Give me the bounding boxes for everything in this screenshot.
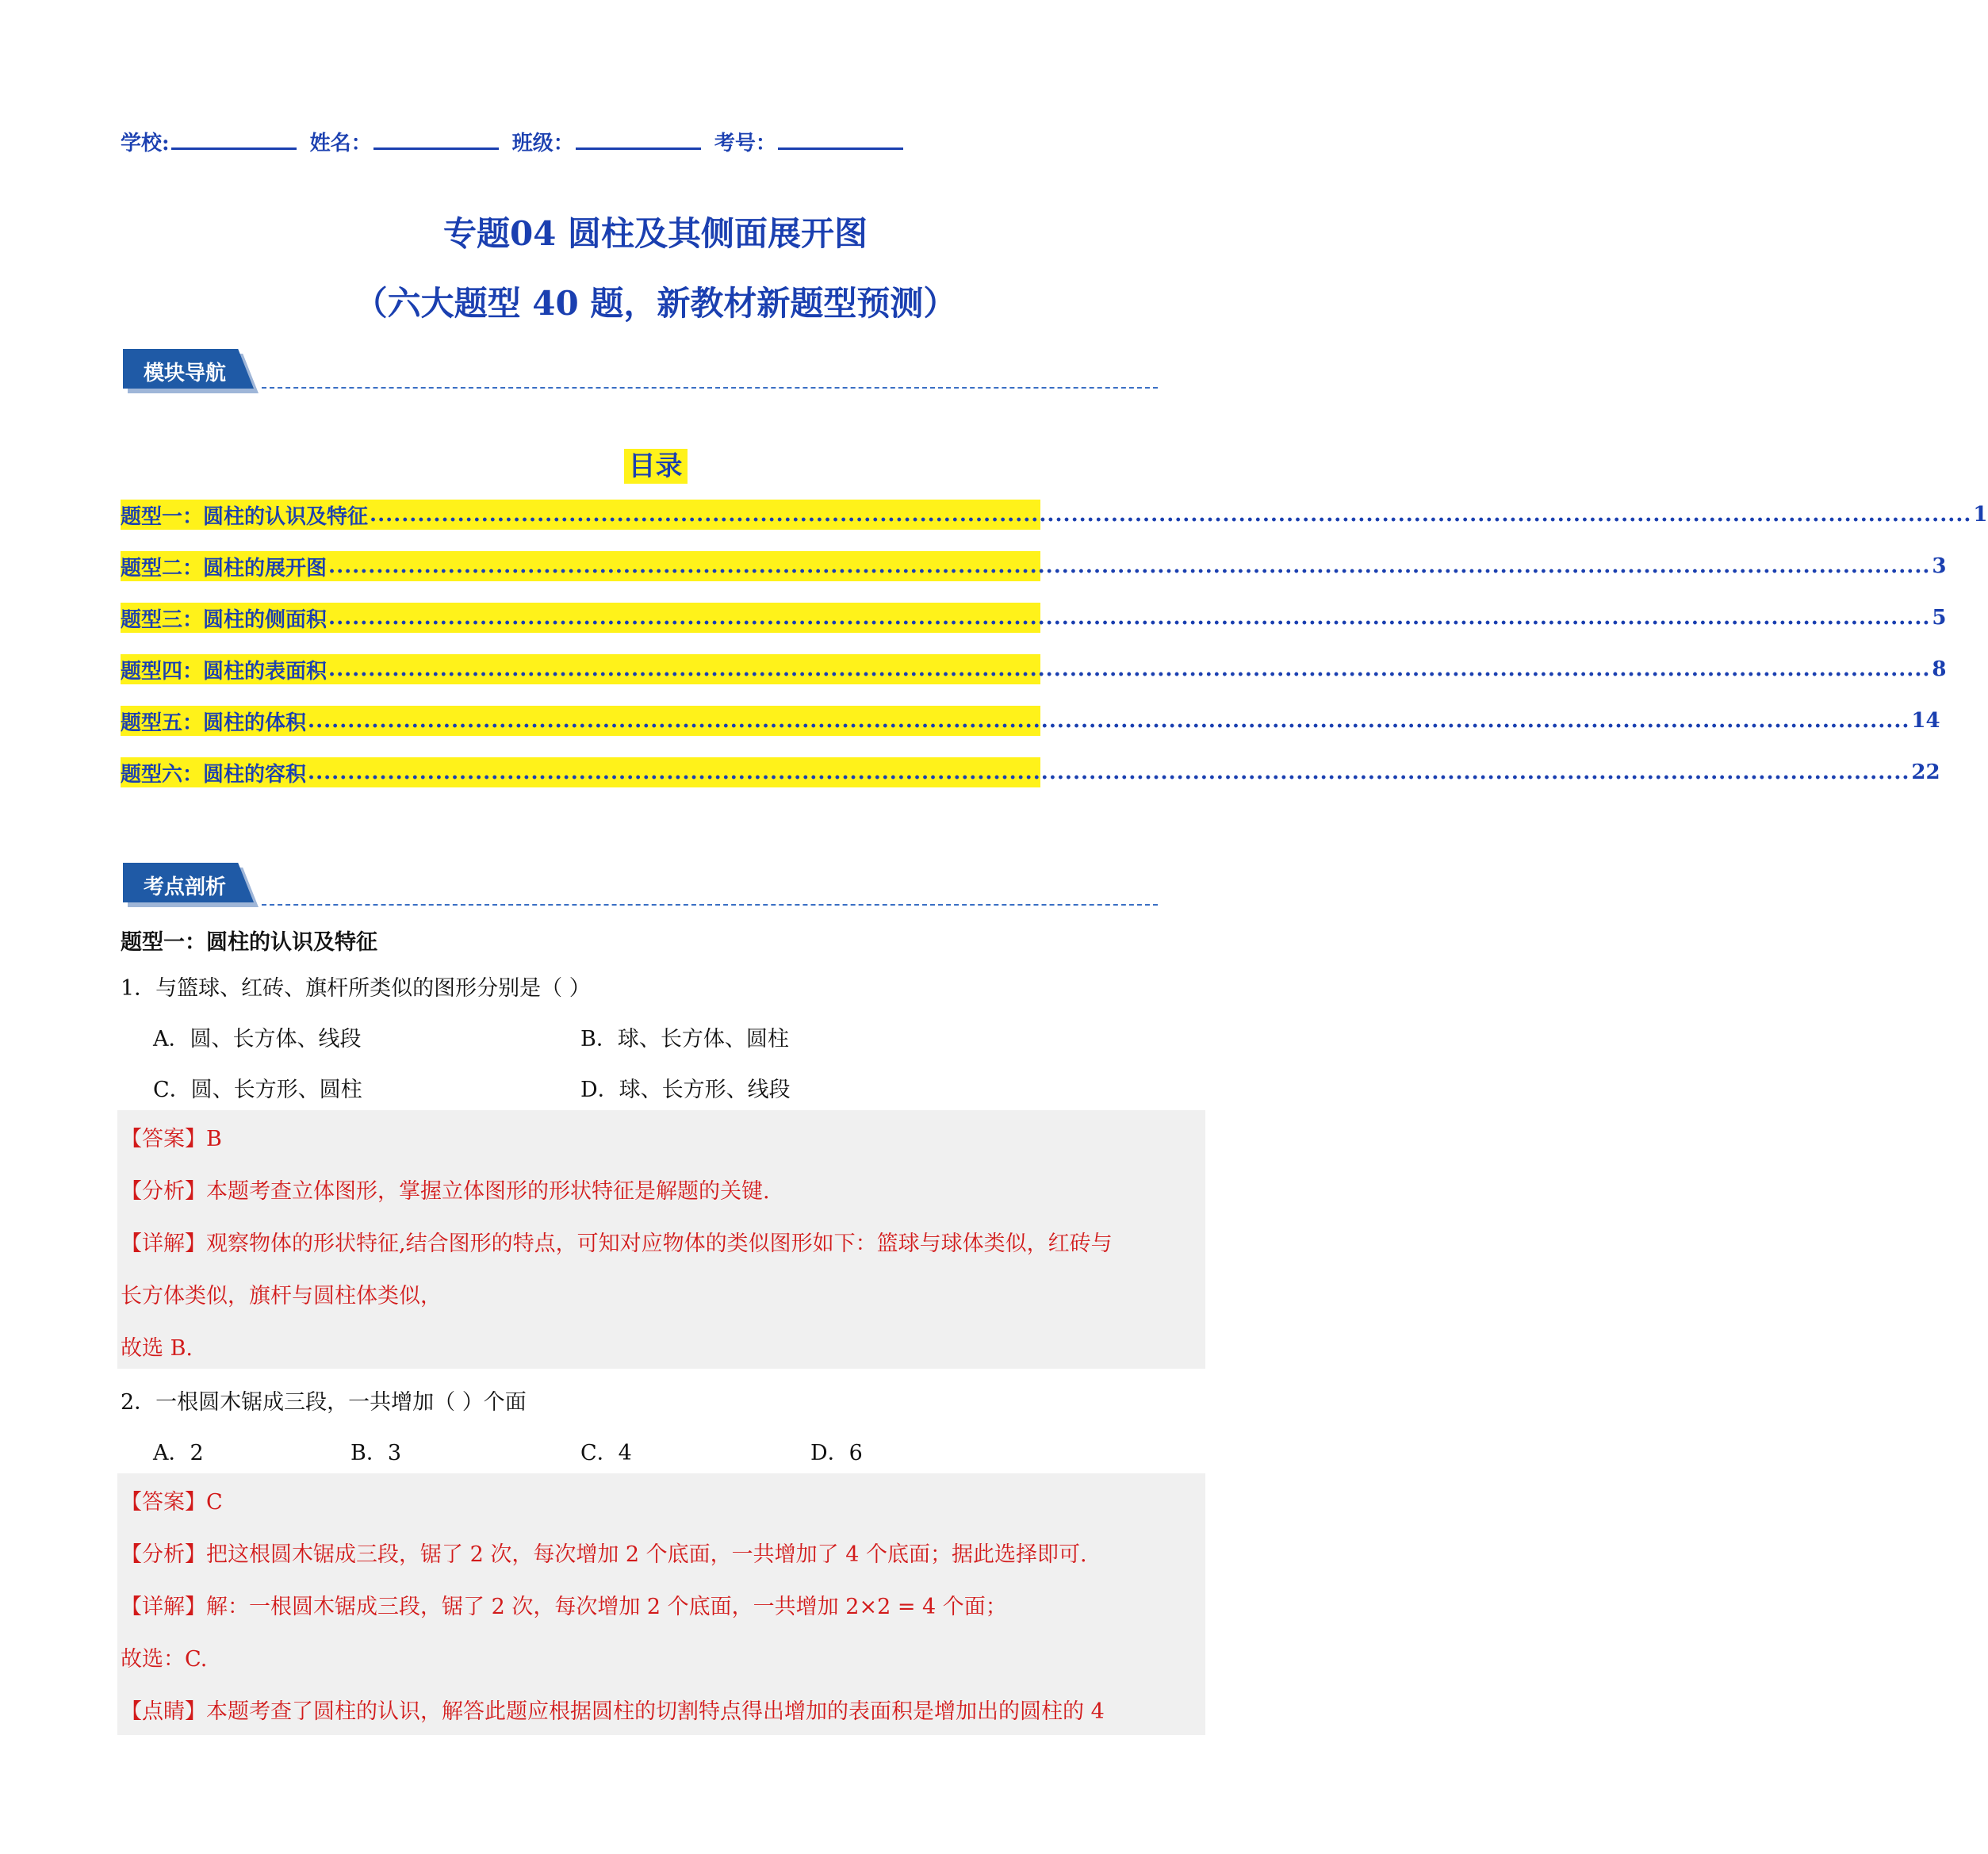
question-2-answer-box [117, 1473, 1205, 1735]
question-2-analysis: 【分析】把这根圆木锯成三段，锯了 2 次，每次增加 2 个底面，一共增加了 4 个底面；据此选择即可. [121, 1542, 1087, 1567]
question-1-option-c[interactable]: C．圆、长方形、圆柱 [153, 1078, 362, 1102]
class-label: 班级： [511, 132, 574, 155]
question-1-conclusion: 故选 B. [121, 1336, 193, 1361]
name-label: 姓名： [309, 132, 372, 155]
exam-no-label: 考号： [714, 132, 776, 155]
question-2-option-a[interactable]: A．2 [153, 1441, 204, 1465]
school-blank[interactable] [171, 130, 297, 150]
section-banner-nav [123, 349, 262, 389]
toc-item[interactable]: 题型二：圆柱的展开图 ......................................................................................................................................................................................................... 3 [121, 551, 1040, 581]
question-2-detail: 【详解】解：一根圆木锯成三段，锯了 2 次，每次增加 2 个底面，一共增加 2×2 = 4 个面； [121, 1595, 1007, 1619]
divider [262, 904, 1158, 906]
question-1-detail-cont: 长方体类似，旗杆与圆柱体类似， [121, 1284, 442, 1308]
question-2-conclusion: 故选：C. [121, 1647, 208, 1672]
section-banner-analysis [123, 863, 262, 902]
question-1-analysis: 【分析】本题考查立体图形，掌握立体图形的形状特征是解题的关键. [121, 1179, 770, 1204]
question-2-comment: 【点睛】本题考查了圆柱的认识，解答此题应根据圆柱的切割特点得出增加的表面积是增加出的圆柱的 4 [121, 1699, 1105, 1724]
name-blank[interactable] [373, 130, 499, 150]
toc-title: 目录 [0, 444, 1311, 483]
section-banner-analysis-label: 考点剖析 [144, 875, 227, 899]
question-1-answer-box [117, 1110, 1205, 1369]
question-1-option-d[interactable]: D．球、长方形、线段 [580, 1078, 791, 1102]
question-1-detail: 【详解】观察物体的形状特征,结合图形的特点，可知对应物体的类似图形如下：篮球与球体类似，红砖与 [121, 1232, 1113, 1256]
exam-no-blank[interactable] [778, 130, 903, 150]
question-2-option-b[interactable]: B．3 [350, 1441, 402, 1465]
page-title: 专题04 圆柱及其侧面展开图 [442, 214, 868, 253]
question-2-option-c[interactable]: C．4 [580, 1441, 632, 1465]
toc-item[interactable]: 题型一：圆柱的认识及特征 ......................................................................................................................................................................................................... 1 [121, 500, 1040, 530]
toc-item[interactable]: 题型六：圆柱的容积 ......................................................................................................................................................................................................... 22 [121, 757, 1040, 787]
class-blank[interactable] [576, 130, 701, 150]
question-1-option-b[interactable]: B．球、长方体、圆柱 [580, 1027, 789, 1051]
question-2-option-d[interactable]: D．6 [810, 1441, 863, 1465]
question-1-answer: 【答案】B [121, 1127, 222, 1151]
type-heading: 题型一：圆柱的认识及特征 [121, 930, 377, 955]
question-2-answer: 【答案】C [121, 1490, 223, 1515]
question-2-stem: 2．一根圆木锯成三段，一共增加（ ）个面 [121, 1390, 527, 1415]
toc-item[interactable]: 题型三：圆柱的侧面积 ......................................................................................................................................................................................................... 5 [121, 603, 1040, 633]
section-banner-nav-label: 模块导航 [144, 362, 227, 385]
question-1-option-a[interactable]: A．圆、长方体、线段 [153, 1027, 362, 1051]
school-label: 学校: [121, 132, 170, 155]
divider [262, 387, 1158, 389]
question-1-stem: 1．与篮球、红砖、旗杆所类似的图形分别是（ ） [121, 976, 591, 1001]
toc-item[interactable]: 题型五：圆柱的体积 ......................................................................................................................................................................................................... 14 [121, 706, 1040, 736]
toc-item[interactable]: 题型四：圆柱的表面积 ......................................................................................................................................................................................................... 8 [121, 654, 1040, 684]
student-info-line [121, 127, 910, 156]
page-subtitle: （六大题型 40 题，新教材新题型预测） [354, 284, 957, 323]
